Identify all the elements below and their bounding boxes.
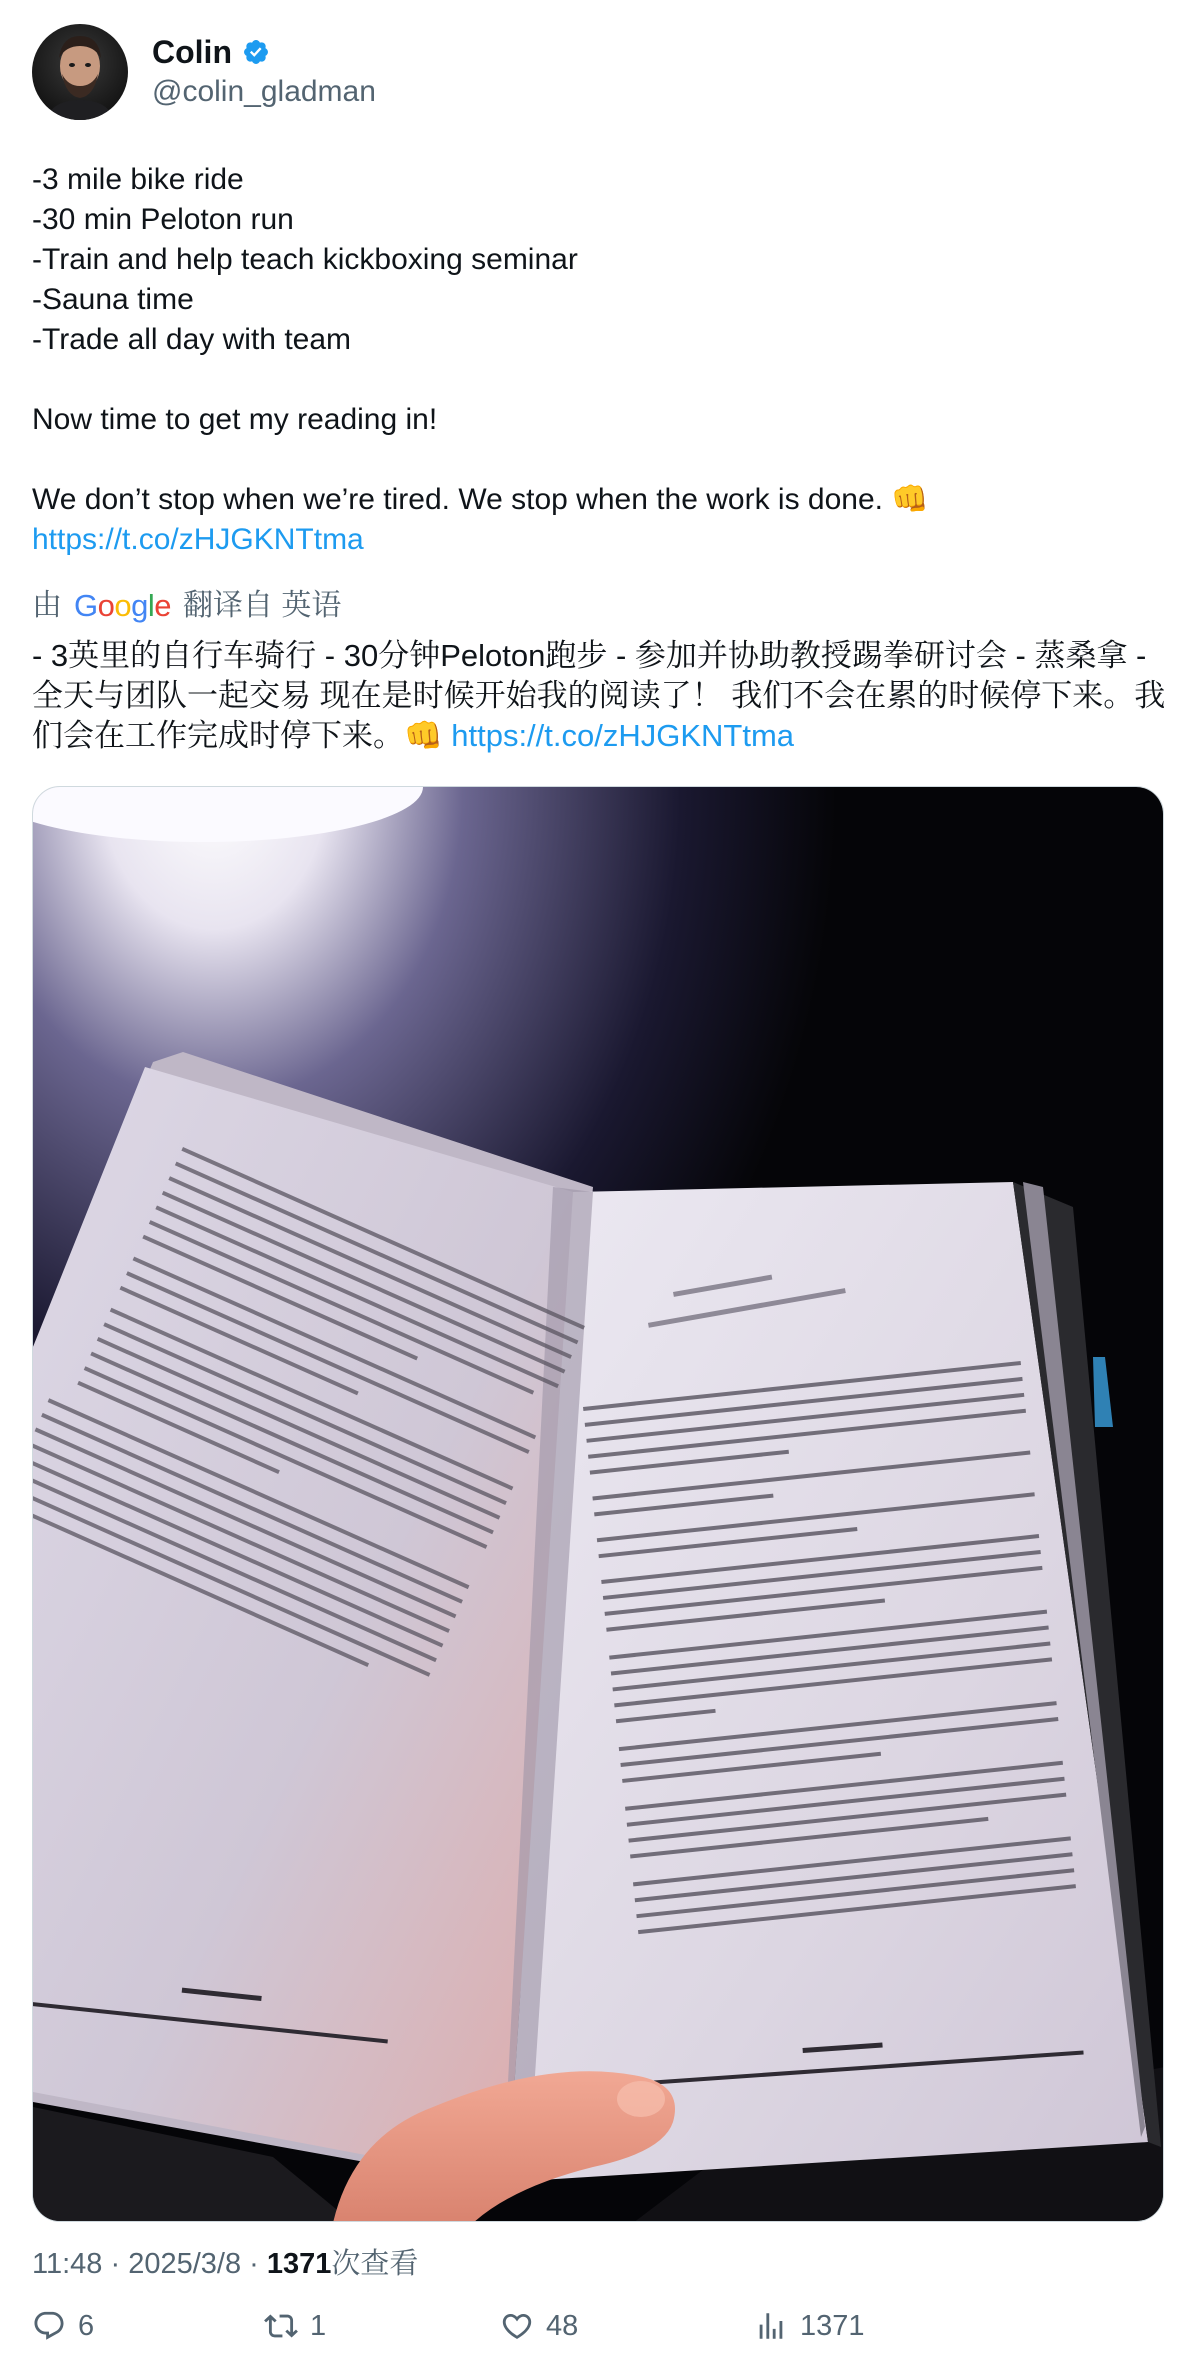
retweet-icon xyxy=(264,2309,298,2343)
views-label: 次查看 xyxy=(331,2248,419,2280)
reply-count: 6 xyxy=(78,2309,95,2342)
google-letter-g2: g xyxy=(131,588,148,623)
tweet-link[interactable]: https://t.co/zHJGKNTtma xyxy=(32,523,364,556)
google-logo[interactable] xyxy=(74,586,171,626)
avatar-image xyxy=(32,24,128,120)
tweet-text-content: -3 mile bike ride -30 min Peloton run -Train and help teach kickboxing seminar -Sauna time -Trade all day with team Now time to get my reading in! We don’t stop when we’re tired. We stop when the work is done. 👊 xyxy=(32,163,929,516)
reply-button[interactable] xyxy=(32,2302,94,2350)
google-letter-o1: o xyxy=(97,588,115,623)
google-letter-g: G xyxy=(74,588,98,623)
verified-badge-icon xyxy=(242,38,270,66)
reply-icon xyxy=(32,2309,66,2343)
book-photo xyxy=(33,787,1164,2222)
google-letter-e: e xyxy=(154,588,172,623)
action-bar xyxy=(32,2302,1164,2350)
name-row xyxy=(152,32,376,72)
display-name[interactable]: Colin xyxy=(152,34,232,70)
tweet-meta xyxy=(32,2244,1164,2284)
like-button[interactable] xyxy=(500,2302,578,2350)
author-identity xyxy=(152,32,376,112)
translation-attribution xyxy=(32,586,1164,626)
translated-text xyxy=(32,636,1172,756)
tweet xyxy=(32,24,1164,2284)
google-letter-o2: o xyxy=(114,588,132,623)
tweet-header xyxy=(32,24,1164,120)
retweet-button[interactable] xyxy=(264,2302,326,2350)
tweet-photo[interactable] xyxy=(32,786,1164,2222)
tweet-timestamp[interactable]: 11:48 · 2025/3/8 · xyxy=(32,2248,267,2280)
views-action-count: 1371 xyxy=(800,2309,865,2342)
translated-text-content: - 3英里的自行车骑行 - 30分钟Peloton跑步 - 参加并协助教授踢拳研讨会 - 蒸桑拿 - 全天与团队一起交易 现在是时候开始我的阅读了！ 我们不会在累的时候停下来。我们会在工作完成时停下来。👊 xyxy=(32,638,1166,753)
tweet-text xyxy=(32,160,1164,560)
avatar[interactable] xyxy=(32,24,128,120)
translated-link[interactable]: https://t.co/zHJGKNTtma xyxy=(451,718,795,753)
like-count: 48 xyxy=(546,2309,579,2342)
translated-by-label: 由 xyxy=(32,589,62,622)
heart-icon xyxy=(500,2309,534,2343)
author-handle[interactable]: @colin_gladman xyxy=(152,75,376,108)
analytics-icon xyxy=(754,2309,788,2343)
views-button[interactable] xyxy=(754,2302,865,2350)
retweet-count: 1 xyxy=(310,2309,327,2342)
views-count: 1371 xyxy=(266,2248,332,2280)
google-letter-l: l xyxy=(147,588,155,623)
translated-from-label: 翻译自 英语 xyxy=(183,589,342,622)
